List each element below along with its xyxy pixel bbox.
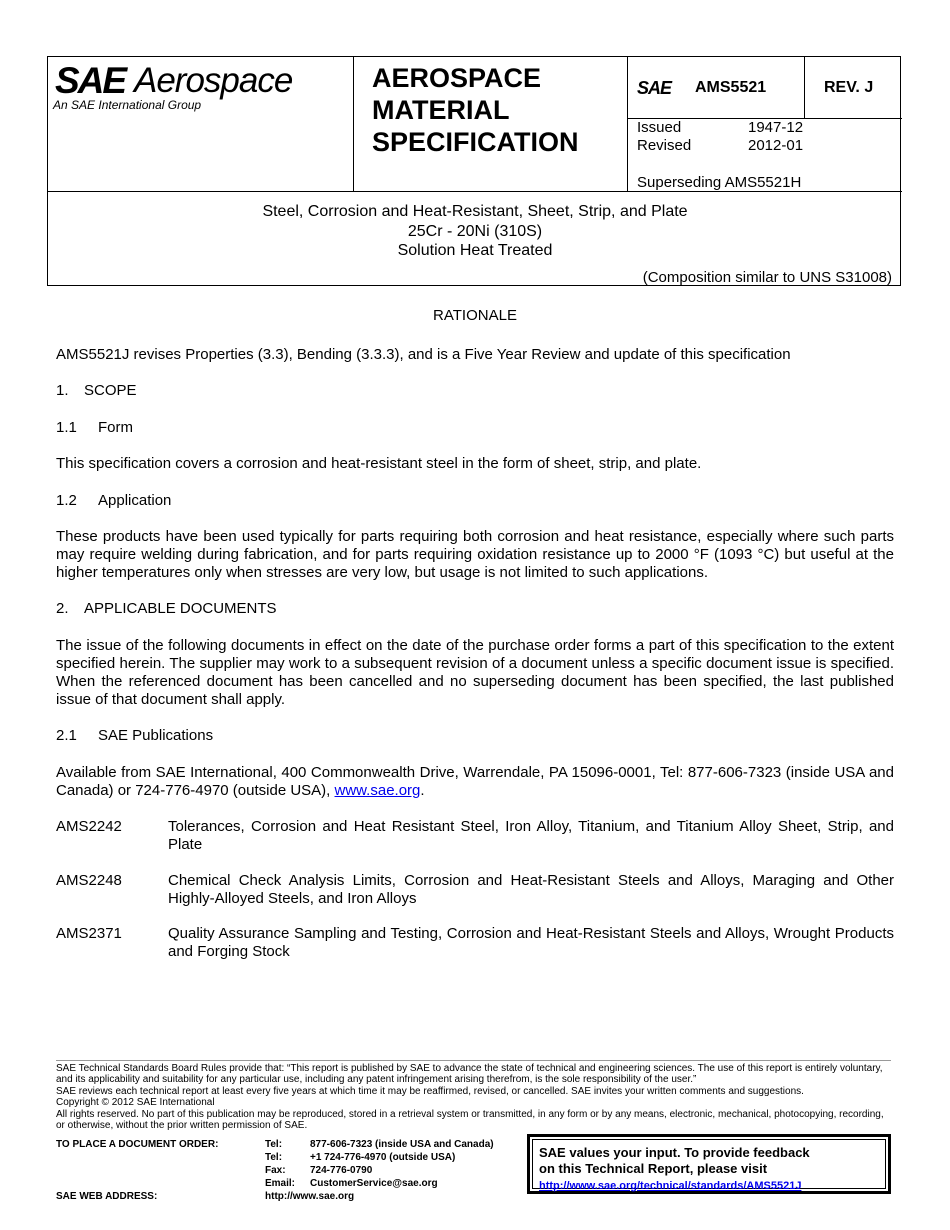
- footer-divider: [56, 1060, 891, 1061]
- document-code: AMS2371: [56, 925, 122, 942]
- section-1-1-heading: [56, 419, 894, 437]
- section-number: 2.1: [56, 727, 77, 744]
- revision-label: REV. J: [824, 79, 874, 96]
- document-code: AMS2242: [56, 818, 122, 835]
- composition-note: (Composition similar to UNS S31008): [642, 269, 892, 286]
- section-2-heading: [56, 600, 894, 618]
- section-number: 1.2: [56, 492, 77, 509]
- section-2-1-text: [56, 764, 894, 800]
- document-type-title: [372, 62, 579, 158]
- rights-text: All rights reserved. No part of this publication may be reproduced, stored in a retrieval system or transmitted, in any form or by any means, electronic, mechanical, photocopying, recording, or otherwise, without the prior written permission of SAE.: [56, 1108, 884, 1132]
- sae-website-link[interactable]: www.sae.org: [334, 782, 421, 799]
- section-title: APPLICABLE DOCUMENTS: [84, 600, 277, 617]
- section-1-1-text: This specification covers a corrosion and heat-resistant steel in the form of sheet, strip, and plate.: [56, 455, 702, 472]
- issued-date: 1947-12: [748, 119, 804, 136]
- document-code: AMS2248: [56, 872, 122, 889]
- tel2-value: +1 724-776-4970 (outside USA): [310, 1152, 456, 1163]
- title-line: AEROSPACE: [372, 63, 542, 93]
- availability-text: Available from SAE International, 400 Commonwealth Drive, Warrendale, PA 15096-0001, Tel: 877-606-7323 (inside USA and Canada) or 724-776-4970 (outside USA),: [56, 764, 894, 799]
- document-title: Chemical Check Analysis Limits, Corrosion and Heat-Resistant Steels and Alloys, Maraging and Other Highly-Alloyed Steels, and Iron Alloys: [168, 872, 894, 907]
- section-number: 1.: [56, 382, 69, 399]
- title-line: MATERIAL: [372, 95, 510, 125]
- document-title: Tolerances, Corrosion and Heat Resistant Steel, Iron Alloy, Titanium, and Titanium Alloy Sheet, Strip, and Plate: [168, 818, 894, 853]
- logo-subtitle: An SAE International Group: [53, 98, 202, 112]
- section-2-1-heading: [56, 727, 894, 745]
- document-title: Quality Assurance Sampling and Testing, Corrosion and Heat-Resistant Steels and Alloys, Wrought Products and Forging Stock: [168, 925, 894, 960]
- section-number: 1.1: [56, 419, 77, 436]
- revised-label: Revised: [637, 137, 692, 154]
- order-label: TO PLACE A DOCUMENT ORDER:: [56, 1139, 219, 1150]
- section-1-2-heading: [56, 492, 894, 510]
- sae-mini-logo: SAE: [637, 78, 672, 98]
- section-1-2-text: These products have been used typically for parts requiring both corrosion and heat resistance, especially where such parts may require welding during fabrication, and for parts requiring oxidation resistance up to 2000 °F (1093 °C) but useful at the higher temperatures only when stresses are very low, but usage is not limited to such applications.: [56, 528, 894, 581]
- subject-line: Solution Heat Treated: [397, 242, 553, 259]
- document-number: AMS5521: [695, 79, 767, 96]
- superseding-note: Superseding AMS5521H: [637, 174, 802, 191]
- divider: [804, 57, 805, 118]
- fax-value: 724-776-0790: [310, 1165, 373, 1176]
- section-title: SCOPE: [84, 382, 137, 399]
- tel-label: Tel:: [265, 1139, 283, 1150]
- feedback-link[interactable]: http://www.sae.org/technical/standards/AMS5521J: [539, 1180, 802, 1192]
- footer-rules: [56, 1063, 891, 1131]
- divider: [353, 57, 354, 191]
- copyright-text: Copyright © 2012 SAE International: [56, 1097, 215, 1109]
- subject-line: Steel, Corrosion and Heat-Resistant, Sheet, Strip, and Plate: [262, 203, 688, 220]
- tel2-label: Tel:: [265, 1152, 283, 1163]
- feedback-box: [527, 1134, 891, 1194]
- rationale-text: AMS5521J revises Properties (3.3), Bending (3.3.3), and is a Five Year Review and update of this specification: [56, 346, 791, 363]
- web-value[interactable]: http://www.sae.org: [265, 1191, 355, 1202]
- section-2-text: The issue of the following documents in effect on the date of the purchase order forms a part of this specification to the extent specified herein. The supplier may work to a subsequent revision of a document unless a specific document issue is specified. When the referenced document has been cancelled and no superseding document has been specified, the last published issue of that document shall apply.: [56, 637, 894, 708]
- tel-value: 877-606-7323 (inside USA and Canada): [310, 1139, 494, 1150]
- divider: [627, 57, 628, 191]
- rules-text: SAE Technical Standards Board Rules provide that: “This report is published by SAE to advance the state of technical and engineering sciences. The use of this report is entirely voluntary, and its applicability and suitability for any particular use, including any patent infringement arising therefrom, is the sole responsibility of the user.”: [56, 1063, 883, 1086]
- section-title: Application: [98, 492, 172, 509]
- section-number: 2.: [56, 600, 69, 617]
- section-title: SAE Publications: [98, 727, 214, 744]
- period: .: [420, 782, 425, 799]
- logo-sae-text: SAE: [55, 60, 126, 101]
- web-label: SAE WEB ADDRESS:: [56, 1191, 158, 1202]
- email-value[interactable]: CustomerService@sae.org: [310, 1178, 438, 1189]
- email-label: Email:: [265, 1178, 296, 1189]
- feedback-line: on this Technical Report, please visit: [539, 1161, 768, 1176]
- title-line: SPECIFICATION: [372, 127, 579, 157]
- section-1-heading: [56, 382, 894, 400]
- rationale-heading: RATIONALE: [433, 307, 517, 324]
- subject-line: 25Cr - 20Ni (310S): [407, 222, 543, 240]
- header-box: [47, 56, 901, 286]
- review-text: SAE reviews each technical report at least every five years at which time it may be reaffirmed, revised, or cancelled. SAE invites your written comments and suggestions.: [56, 1085, 804, 1097]
- revised-date: 2012-01: [748, 137, 804, 154]
- issued-label: Issued: [637, 119, 682, 136]
- section-title: Form: [98, 419, 133, 436]
- feedback-line: SAE values your input. To provide feedback: [539, 1145, 810, 1160]
- document-subject: [48, 202, 902, 261]
- fax-label: Fax:: [265, 1165, 286, 1176]
- logo-aerospace-text: Aerospace: [134, 61, 293, 100]
